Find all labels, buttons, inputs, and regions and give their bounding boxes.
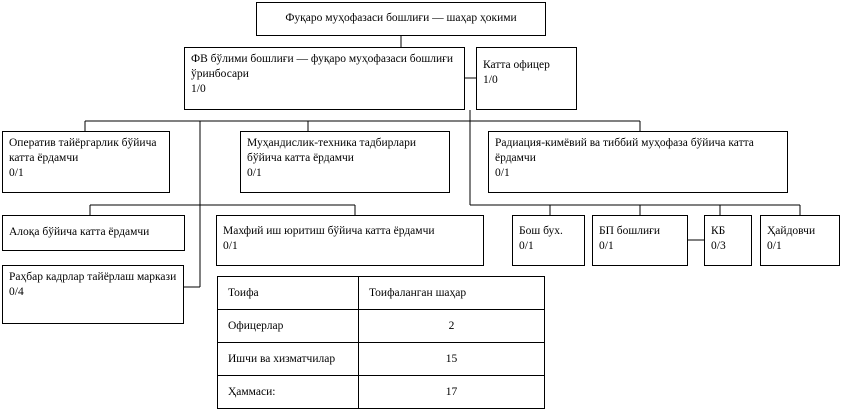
head-title: Фуқаро муҳофазаси бошлиғи — шаҳар ҳокими xyxy=(285,12,517,24)
operative-value: 0/1 xyxy=(9,167,24,179)
chief-accountant-value: 0/1 xyxy=(519,240,534,252)
engineering-title: Муҳандислик-техника тадбирлари бўйича катта ёрдамчи xyxy=(247,137,417,164)
driver-title: Ҳайдовчи xyxy=(767,225,816,237)
category-table xyxy=(217,276,545,409)
bp-head-value: 0/1 xyxy=(599,240,614,252)
engineering-value: 0/1 xyxy=(247,167,262,179)
bp-head-title: БП бошлиғи xyxy=(599,225,661,237)
comms-title: Алоқа бўйича катта ёрдамчи xyxy=(9,226,150,238)
training-center-box xyxy=(2,265,184,324)
secret-title: Махфий иш юритиш бўйича катта ёрдамчи xyxy=(223,225,435,237)
table-cell-value: 15 xyxy=(359,343,545,376)
table-header-row xyxy=(218,277,545,310)
table-cell-value: 2 xyxy=(359,310,545,343)
engineering-box xyxy=(240,131,450,193)
table-row xyxy=(218,310,545,343)
operative-box xyxy=(2,131,170,193)
table-row xyxy=(218,376,545,409)
kb-title: КБ xyxy=(711,225,726,237)
comms-box xyxy=(2,215,185,251)
kb-box xyxy=(704,215,752,266)
deputy-value: 1/0 xyxy=(191,83,206,95)
table-cell-value: 17 xyxy=(359,376,545,409)
radiation-title: Радиация-кимёвий ва тиббий муҳофаза бўйича катта ёрдамчи xyxy=(495,137,754,164)
senior-officer-value: 1/0 xyxy=(483,74,498,86)
driver-value: 0/1 xyxy=(767,240,782,252)
head-box xyxy=(256,2,546,36)
table-row xyxy=(218,343,545,376)
table-cell-label: Офицерлар xyxy=(218,310,359,343)
kb-value: 0/3 xyxy=(711,240,726,252)
table-header-category: Тоифа xyxy=(218,277,359,310)
training-center-title: Раҳбар кадрлар тайёрлаш маркази xyxy=(9,271,177,283)
deputy-title: ФВ бўлими бошлиғи — фуқаро муҳофазаси бошлиғи ўринбосари xyxy=(191,53,453,80)
table-header-city: Тоифаланган шаҳар xyxy=(359,277,545,310)
bp-head-box xyxy=(592,215,688,266)
radiation-box xyxy=(488,131,788,193)
chief-accountant-title: Бош бух. xyxy=(519,225,563,237)
senior-officer-title: Катта офицер xyxy=(483,59,550,71)
secret-box xyxy=(216,215,484,266)
secret-value: 0/1 xyxy=(223,240,238,252)
chief-accountant-box xyxy=(512,215,585,266)
training-center-value: 0/4 xyxy=(9,286,24,298)
senior-officer-box xyxy=(476,47,577,110)
driver-box xyxy=(760,215,840,266)
deputy-box xyxy=(184,47,465,110)
table-cell-label: Ҳаммаси: xyxy=(218,376,359,409)
operative-title: Оператив тайёргарлик бўйича катта ёрдамчи xyxy=(9,137,157,164)
radiation-value: 0/1 xyxy=(495,167,510,179)
table-cell-label: Ишчи ва хизматчилар xyxy=(218,343,359,376)
